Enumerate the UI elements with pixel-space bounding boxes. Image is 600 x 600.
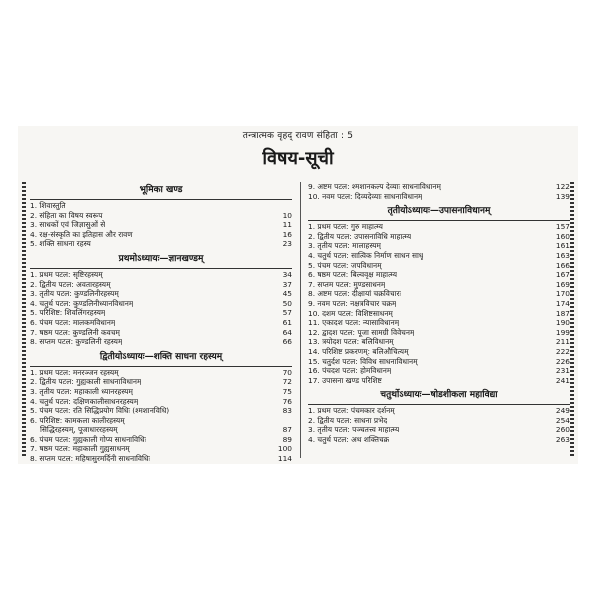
toc-entry [30,318,292,328]
toc-entry [30,270,292,280]
toc-entry-title: 1. प्रथम पटल: पंचमकार दर्शनम् [308,406,395,416]
toc-entry-title: 3. तृतीय पटल: मालाहस्यम् [308,241,381,251]
toc-entry-page: 70 [282,367,292,377]
book-page [18,126,578,464]
toc-entry-page: 199 [555,327,570,337]
toc-entry-page: 57 [282,308,292,318]
toc-entry-title: 12. द्वादश पटल: पूजा सामग्री विवेचनम् [308,327,415,337]
toc-entry-title: 1. शिवास्तुति [30,201,66,210]
toc-entry-title: 10. नवम पटल: दिव्यदेव्याः साधनाविधानम् [308,191,423,201]
toc-entry [30,454,292,464]
toc-entry [308,328,570,338]
toc-entry [30,368,292,378]
toc-entry [30,289,292,299]
toc-entry-page: 76 [282,396,292,406]
toc-entry [308,232,570,242]
toc-entry [308,222,570,232]
toc-entry [308,376,570,386]
toc-entry-title: 4. चतुर्थ पटल: दक्षिणकालीसाधनरहस्यम् [30,396,139,406]
toc-entry-page: 100 [277,444,292,454]
section-heading: द्वितीयोऽध्यायः—शक्ति साधना रहस्यम् [99,351,223,362]
toc-entry [30,337,292,347]
section-heading: तृतीयोऽध्यायः—उपासनाविधानम् [387,206,491,217]
toc-entry-title: 5. परिशिष्ट: शिवलिंगरहस्यम् [30,308,106,318]
toc-entry-title: 13. त्रयोदश पटल: बलिविधानम् [308,337,394,347]
toc-entry-title: सिद्धिरहस्यम्, पूजाधाररहस्यम् [40,425,118,435]
toc-entry-page: 83 [282,406,292,416]
right-decorative-border [570,182,574,458]
toc-entry [308,337,570,347]
toc-entry-page: 139 [555,191,570,201]
toc-entry [308,366,570,376]
section-rule [308,220,570,221]
toc-entry [30,201,292,211]
toc-entry [308,318,570,328]
section-rule [30,366,292,367]
toc-entry-page: 167 [555,270,570,280]
toc-entry-title: 17. उपासना खण्ड परिशिष्ट [308,375,382,385]
toc-entry-title: 1. प्रथम पटल: गुरु माहात्म्य [308,222,383,232]
toc-entry-title: 15. चतुर्दश पटल: विविध साधनाविधानम् [308,356,418,366]
toc-entry [30,280,292,290]
toc-entry-title: 14. परिशिष्ट प्रकरणम्: बलिऔचित्यम् [308,346,409,356]
toc-entry-title: 4. चतुर्थ पटल: कुण्डलिनीध्यानविधानम् [30,298,134,308]
toc-entry [308,406,570,416]
toc-entry-title: 8. अष्टम पटल: दीक्षायां चक्रविचारः [308,289,402,299]
toc-entry-title: 2. संहिता का विषय स्वरूप [30,210,103,220]
toc-entry-page: 161 [555,241,570,251]
toc-entry-page: 170 [555,289,570,299]
toc-entry-title: 7. षष्ठम पटल: कुण्डलिनी कवचम् [30,327,120,337]
toc-entry-page: 226 [555,356,570,366]
toc-entry [308,241,570,251]
toc-entry-title: 1. प्रथम पटल: मनरञ्जन रहस्यम् [30,367,119,377]
toc-entry-title: 2. द्वितीय पटल: साधना प्रभेद [308,415,388,425]
toc-entry-page: 114 [277,454,292,464]
section-heading: भूमिका खण्ड [139,185,183,195]
toc-entry [30,220,292,230]
toc-entry-page: 169 [555,279,570,289]
toc-entry-page: 241 [555,375,570,385]
toc-entry [30,299,292,309]
toc-entry [308,192,570,202]
toc-entry [30,406,292,416]
toc-entry [30,230,292,240]
toc-entry-title: 3. तृतीय पटल: महाकाली ध्यानरहस्यम् [30,386,133,396]
toc-entry-page: 10 [282,210,292,220]
toc-entry-title: 8. सप्तम पटल: महिषासुरमर्दिनी साधनाविधिः [30,454,150,464]
toc-entry-page: 211 [555,337,570,347]
toc-entry [30,308,292,318]
toc-entry [308,289,570,299]
toc-entry-title: 2. द्वितीय पटल: अवतारहस्यम् [30,279,111,289]
toc-entry-title: 16. पंचदश पटल: होमविधानम् [308,366,392,376]
toc-entry-title: 9. नवम पटल: नक्षत्रविचार चक्रम् [308,298,397,308]
toc-entry [308,347,570,357]
toc-entry [308,435,570,445]
toc-entry-title: 5. शक्ति साधना रहस्य [30,239,91,249]
toc-entry-title: 10. दशम पटल: विशिष्टसाधनम् [308,308,393,318]
left-decorative-border [22,182,26,458]
toc-entry [30,328,292,338]
toc-entry [30,425,292,435]
toc-entry-page: 61 [282,317,292,327]
toc-entry-title: 4. चतुर्थ पटल: सात्विक निर्माण साधन साधू [308,250,424,260]
toc-entry-page: 263 [555,435,570,445]
toc-entry-title: 6. पंचम पटल: गुह्यकाली गोप्य साधनाविधिः [30,434,147,444]
toc-entry-page: 72 [282,377,292,387]
toc-entry-title: 2. द्वितीय पटल: उपासनाविधि माहात्म्य [308,231,412,241]
toc-entry-title: 7. षष्ठम पटल: महाकाली गुह्यसाधनम् [30,444,130,454]
right-column [308,182,570,445]
toc-entry [30,397,292,407]
toc-entry-page: 23 [282,239,292,249]
section-rule [30,268,292,269]
toc-entry [30,211,292,221]
toc-entry-title: 1. प्रथम पटल: सृष्टिरहस्यम् [30,269,103,279]
running-header: तन्त्रात्मक वृहद् रावण संहिता : 5 [242,131,354,141]
toc-entry-page: 163 [555,250,570,260]
toc-entry [308,425,570,435]
toc-entry-page: 190 [555,318,570,328]
section-heading: चतुर्थोऽध्यायः—षोडशीकला महाविद्या [380,390,498,401]
toc-entry-page: 16 [282,229,292,239]
toc-entry-page: 174 [555,298,570,308]
toc-entry-page: 231 [555,366,570,376]
toc-entry [30,435,292,445]
toc-entry-page: 45 [282,289,292,299]
toc-entry [30,444,292,454]
toc-entry-title: 5. पंचम पटल: रति सिद्धिप्रयोग विधिः (श्मशानविधि) [30,406,170,416]
toc-entry-page: 160 [555,231,570,241]
toc-entry-page: 187 [555,308,570,318]
toc-entry-page: 64 [282,327,292,337]
toc-entry-title: 6. पंचम पटल: मालकमविधानम् [30,317,116,327]
left-column [30,182,292,464]
toc-entry-title: 4. चतुर्थ पटल: अथ शक्तिचक्र [308,435,390,445]
toc-entry-title: 6. षष्ठम पटल: बिल्ववृक्ष माहात्म्य [308,270,397,280]
toc-entry-page: 222 [555,346,570,356]
toc-entry-page: 66 [282,337,292,347]
toc-entry-page: 122 [555,182,570,191]
toc-entry [30,377,292,387]
toc-entry-title: 8. सप्तम पटल: कुण्डलिनी रहस्यम् [30,337,123,347]
toc-entry-title: 7. सप्तम पटल: मुण्डसाधनम् [308,279,386,289]
toc-entry-page: 254 [555,415,570,425]
toc-entry-title: 11. एकादश पटल: न्यासाविधानम् [308,318,400,328]
toc-entry-page: 89 [282,434,292,444]
toc-entry-title: 9. अष्टम पटल: श्मशानकल्प देव्याः साधनाविधानम् [308,182,441,191]
toc-entry-title: 3. तृतीय पटल: कुण्डलिनीरहस्यम् [30,289,119,299]
toc-entry [308,182,570,192]
section-rule [308,404,570,405]
toc-entry-title: 4. रक्ष-संस्कृति का इतिहास और रावण [30,229,133,239]
toc-entry [30,239,292,249]
toc-entry-title: 2. द्वितीय पटल: गुह्यकाली साधनाविधानम् [30,377,142,387]
toc-entry-page: 166 [555,260,570,270]
toc-entry-page: 11 [282,220,292,230]
section-heading: प्रथमोऽध्यायः—ज्ञानखण्डम् [118,253,204,264]
toc-entry [308,416,570,426]
toc-entry-title: 6. परिशिष्ट: कामकला कालीरहस्यम् [30,415,125,425]
toc-entry-page: 50 [282,298,292,308]
toc-entry-title: 3. साधकों एवं जिज्ञासुओं से [30,220,106,230]
toc-entry [308,251,570,261]
toc-entry-page: 249 [555,406,570,416]
toc-entry [30,416,292,426]
toc-entry [308,270,570,280]
page-title: विषय-सूची [262,148,334,169]
toc-entry-page: 87 [282,425,292,435]
toc-entry [30,387,292,397]
toc-entry-page: 75 [282,386,292,396]
section-rule [30,199,292,200]
toc-entry [308,280,570,290]
toc-entry-page: 37 [282,279,292,289]
toc-entry [308,309,570,319]
toc-entry [308,299,570,309]
toc-entry-page: 260 [555,425,570,435]
toc-entry-page: 34 [282,269,292,279]
toc-entry [308,357,570,367]
toc-entry [308,261,570,271]
toc-entry-title: 5. पंचम पटल: जपविधानम् [308,260,382,270]
toc-entry-title: 3. तृतीय पटल: पञ्चतत्त्व माहात्म्य [308,425,400,435]
toc-entry-page: 157 [555,222,570,232]
column-divider [300,182,301,458]
